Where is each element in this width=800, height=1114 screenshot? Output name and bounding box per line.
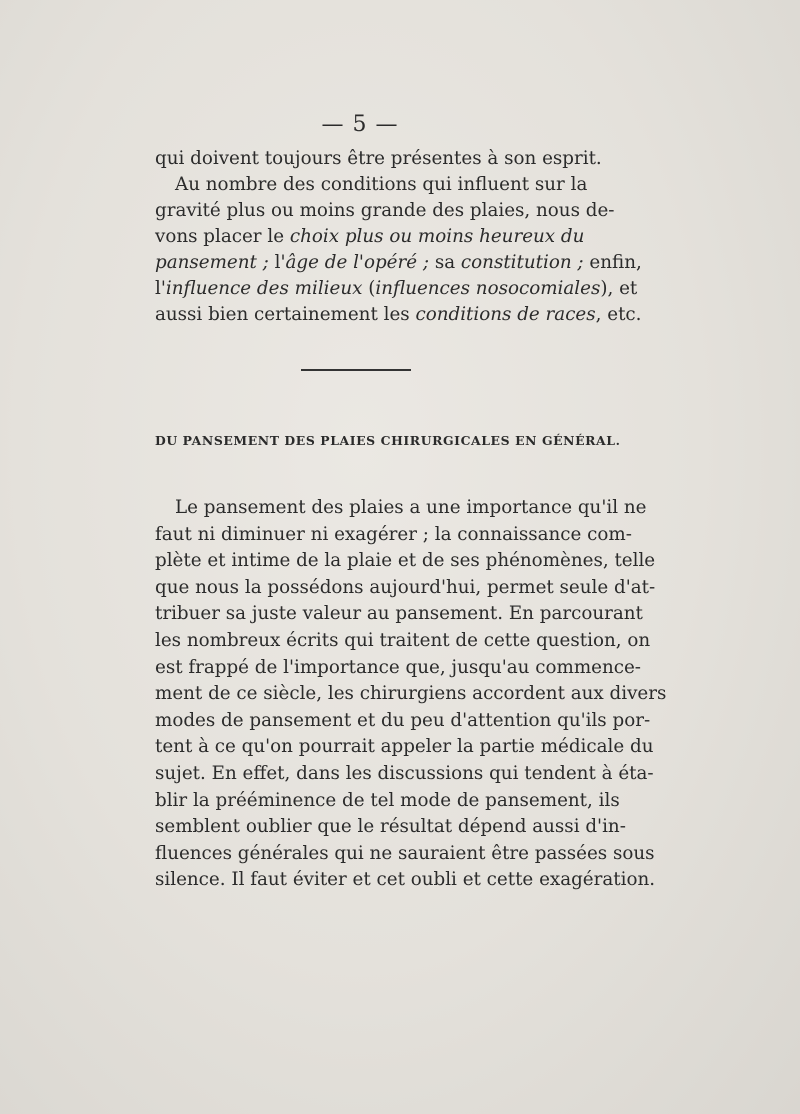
text-line: fluences générales qui ne sauraient être passées sous [155, 842, 655, 864]
text-line: tent à ce qu'on pourrait appeler la partie médicale du [155, 736, 654, 758]
emphasis-text: âge de l'opéré ; [285, 252, 430, 273]
text-line: plète et intime de la plaie et de ses phénomènes, telle [155, 550, 656, 572]
paragraph-intro [155, 146, 642, 328]
text-run: ( [362, 278, 376, 299]
text-line: semblent oublier que le résultat dépend aussi d'in- [155, 816, 626, 838]
text-line [155, 250, 642, 276]
emphasis-text: influence des milieux [165, 278, 363, 299]
text-run: ), et [600, 278, 638, 299]
emphasis-text: constitution ; [460, 252, 584, 273]
text-line: qui doivent toujours être présentes à son esprit. [155, 148, 602, 169]
text-line: modes de pansement et du peu d'attention qu'ils por- [155, 709, 651, 731]
text-line [155, 302, 642, 328]
page-number: — 5 — [321, 112, 399, 137]
emphasis-text: conditions de races [415, 304, 596, 325]
emphasis-text: influences nosocomiales [375, 278, 601, 299]
text-line: blir la prééminence de tel mode de pansement, ils [155, 789, 620, 811]
section-heading: DU PANSEMENT DES PLAIES CHIRURGICALES EN GÉNÉRAL. [155, 433, 621, 448]
text-line [155, 224, 585, 250]
text-line: silence. Il faut éviter et cet oubli et cette exagération. [155, 869, 656, 891]
text-run: enfin, [583, 252, 642, 273]
emphasis-text: pansement ; [155, 252, 269, 273]
section-divider [301, 369, 411, 371]
text-line: que nous la possédons aujourd'hui, permet seule d'at- [155, 576, 656, 598]
paragraph-main [155, 495, 667, 894]
text-line: Au nombre des conditions qui influent sur la [175, 174, 588, 195]
text-run: l' [268, 252, 286, 273]
text-run: l' [155, 278, 166, 299]
text-line: Le pansement des plaies a une importance qu'il ne [175, 497, 647, 518]
text-run: aussi bien certainement les [155, 304, 416, 325]
text-line: les nombreux écrits qui traitent de cette question, on [155, 629, 651, 651]
emphasis-text: choix plus ou moins heureux du [289, 226, 585, 247]
text-run: sa [429, 252, 461, 273]
text-run: , etc. [595, 304, 642, 325]
text-line: faut ni diminuer ni exagérer ; la connaissance com- [155, 523, 632, 545]
text-line: gravité plus ou moins grande des plaies, nous de- [155, 200, 615, 221]
text-line: sujet. En effet, dans les discussions qui tendent à éta- [155, 762, 654, 784]
text-line: est frappé de l'importance que, jusqu'au commence- [155, 656, 641, 678]
text-line: ment de ce siècle, les chirurgiens accordent aux divers [155, 683, 667, 705]
text-line [155, 276, 638, 302]
text-run: vons placer le [155, 226, 290, 247]
text-line: tribuer sa juste valeur au pansement. En parcourant [155, 603, 643, 625]
